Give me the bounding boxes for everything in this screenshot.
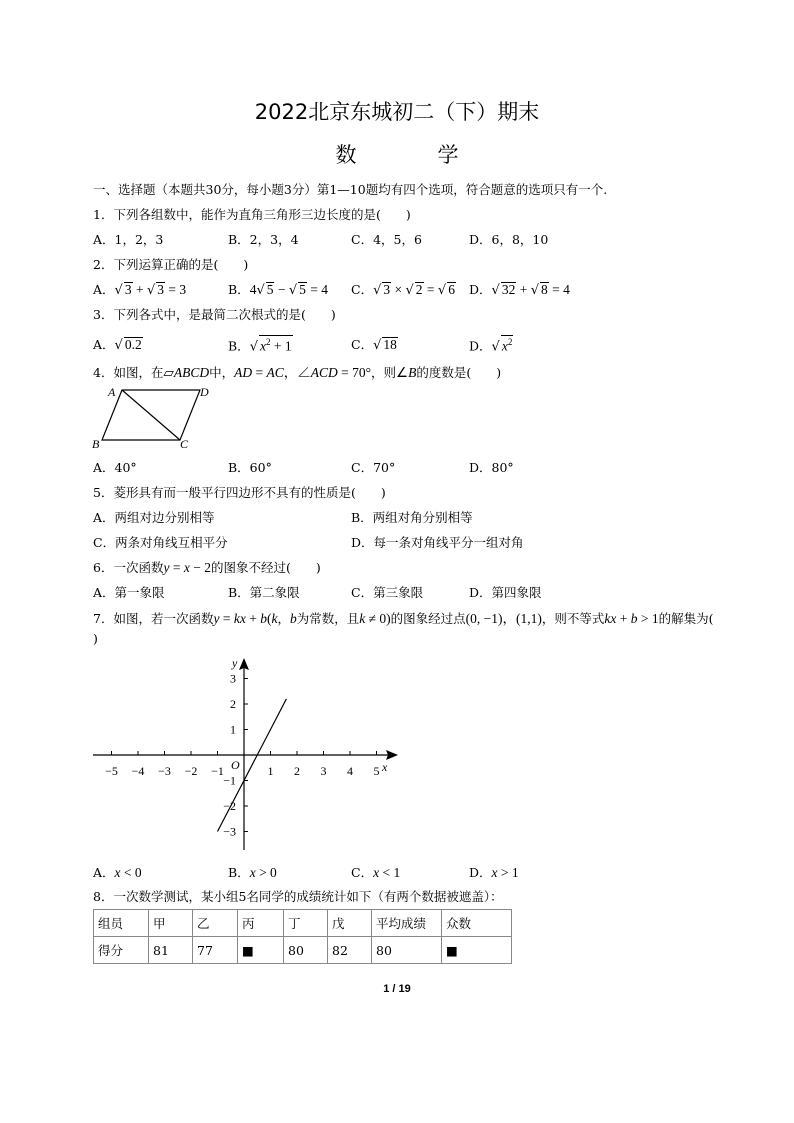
q4-option-c: C．70°: [351, 460, 396, 475]
table-cell: 80: [284, 937, 328, 964]
y-tick-label: 1: [230, 722, 236, 737]
x-tick-label: 3: [320, 764, 327, 778]
x-tick-label: −3: [158, 764, 171, 778]
q2-option-b: B．4√ 5 − √ 5 = 4: [228, 282, 329, 298]
table-header-cell: 组员: [94, 910, 149, 937]
table-cell: 81: [149, 937, 193, 964]
table-cell: 82: [328, 937, 372, 964]
q7-option-a: A．x < 0: [93, 865, 142, 880]
x-tick-label: −5: [105, 764, 118, 778]
q1-stem: 1．下列各组数中，能作为直角三角形三边长度的是( ): [93, 207, 411, 222]
q7-stem: 7．如图，若一次函数y = kx + b(k，b为常数，且k ≠ 0)的图象经过点(0, −1)，(1,1)，则不等式kx + b > 1的解集为(: [93, 611, 714, 626]
q7-option-d: D．x > 1: [469, 865, 519, 880]
q2-option-d: D．√ 32 + √ 8 = 4: [469, 282, 570, 298]
x-axis-label: x: [382, 760, 388, 774]
q6-option-a: A．第一象限: [93, 585, 165, 600]
vertex-a-label: A: [108, 385, 116, 399]
table-header-row: [94, 910, 512, 937]
q5-stem: 5．菱形具有而一般平行四边形不具有的性质是( ): [93, 485, 386, 500]
q2-stem: 2．下列运算正确的是( ): [93, 257, 249, 272]
table-cell: 77: [193, 937, 238, 964]
y-tick-label: 2: [230, 697, 236, 711]
table-cell: ■: [442, 937, 512, 964]
y-tick-label: −3: [223, 824, 236, 839]
table-header-cell: 乙: [193, 910, 238, 937]
q4-stem: 4．如图，在▱ABCD中，AD = AC，∠ACD = 70°，则∠B的度数是( ): [93, 365, 502, 380]
vertex-b-label: B: [92, 437, 100, 451]
vertex-d-label: D: [200, 385, 209, 399]
x-tick-label: 1: [267, 764, 274, 778]
q1-option-c: C．4，5，6: [351, 232, 422, 247]
subject-title: 数 学: [335, 143, 489, 167]
score-table: [93, 909, 512, 964]
table-cell: 80: [372, 937, 442, 964]
q3-option-d: D．√ $x^2$: [469, 337, 513, 355]
q1-option-b: B．2，3，4: [228, 232, 299, 247]
x-tick-label: 2: [294, 764, 300, 778]
q6-option-b: B．第二象限: [228, 585, 300, 600]
q3-option-c: C．√ 18: [351, 337, 397, 353]
x-tick-label: −2: [184, 764, 198, 778]
q8-stem: 8．一次数学测试，某小组5名同学的成绩统计如下（有两个数据被遮盖）：: [93, 889, 503, 904]
x-tick-label: −4: [131, 764, 145, 778]
q7-option-c: C．x < 1: [351, 865, 401, 880]
table-row: [94, 937, 512, 964]
table-header-cell: 众数: [442, 910, 512, 937]
table-header-cell: 丁: [284, 910, 328, 937]
page-title: 2022北京东城初二（下）期末: [254, 100, 540, 124]
q5-option-b: B．两组对角分别相等: [351, 510, 473, 525]
y-tick-label: −1: [223, 773, 236, 788]
q7-option-b: B．x > 0: [228, 865, 277, 880]
q3-option-b: B．√ $x^2 + 1$: [228, 337, 292, 355]
function-line: [218, 699, 287, 832]
q3-stem: 3．下列各式中，是最简二次根式的是( ): [93, 307, 336, 322]
q2-option-c: C．√ 3 × √ 2 = √ 6: [351, 282, 455, 298]
y-axis-label: y: [232, 656, 238, 670]
table-header-cell: 戊: [328, 910, 372, 937]
table-cell: 得分: [94, 937, 149, 964]
table-header-cell: 平均成绩: [372, 910, 442, 937]
q5-option-a: A．两组对边分别相等: [93, 510, 215, 525]
origin-label: O: [231, 758, 240, 772]
q2-option-a: A．√ 3 + √ 3 = 3: [93, 282, 187, 298]
table-header-cell: 甲: [149, 910, 193, 937]
q4-option-b: B．60°: [228, 460, 272, 475]
q7-stem-close: ): [93, 631, 98, 646]
q1-option-d: D．6，8，10: [469, 232, 549, 247]
q6-option-d: D．第四象限: [469, 585, 542, 600]
y-tick-label: 3: [230, 671, 236, 686]
section-header: 一、选择题（本题共30分，每小题3分）第1—10题均有四个选项，符合题意的选项只有一个.: [93, 182, 608, 197]
x-tick-label: 5: [373, 764, 380, 778]
x-tick-label: −1: [211, 764, 224, 778]
vertex-c-label: C: [180, 437, 189, 451]
y-tick-label: −2: [223, 799, 236, 813]
q5-option-d: D．每一条对角线平分一组对角: [351, 535, 524, 550]
q3-option-a: A．√ 0.2: [93, 337, 142, 353]
table-header-cell: 丙: [238, 910, 284, 937]
q4-option-d: D．80°: [469, 460, 514, 475]
q1-option-a: A．1，2，3: [93, 232, 164, 247]
page-number: 1 / 19: [383, 983, 411, 995]
x-tick-label: 4: [347, 764, 353, 778]
q5-option-c: C．两条对角线互相平分: [93, 535, 228, 550]
table-cell: ■: [238, 937, 284, 964]
q4-option-a: A．40°: [93, 460, 137, 475]
q6-stem: 6．一次函数y = x − 2的图象不经过( ): [93, 560, 321, 575]
q6-option-c: C．第三象限: [351, 585, 424, 600]
